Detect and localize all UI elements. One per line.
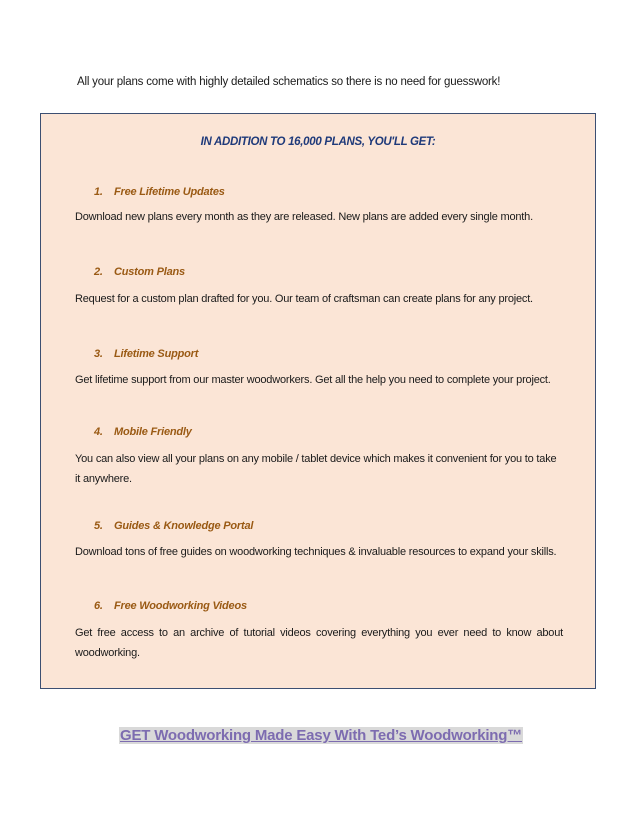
feature-title-custom-plans <box>94 266 185 278</box>
feature-number: 5. <box>94 520 103 532</box>
feature-title-text: Custom Plans <box>114 266 185 278</box>
feature-title-text: Free Woodworking Videos <box>114 600 247 612</box>
feature-title-videos <box>94 600 247 612</box>
feature-description-custom-plans: Request for a custom plan drafted for you. Our team of craftsman can create plans for any project. <box>75 293 533 305</box>
feature-description-updates: Download new plans every month as they are released. New plans are added every single month. <box>75 211 533 223</box>
cta-link[interactable]: GET Woodworking Made Easy With Ted’s Woodworking™ <box>120 727 523 744</box>
feature-number: 4. <box>94 426 103 438</box>
feature-number: 1. <box>94 186 103 198</box>
features-box <box>40 113 596 689</box>
feature-title-text: Lifetime Support <box>114 348 199 360</box>
feature-number: 6. <box>94 600 103 612</box>
feature-title-guides <box>94 520 253 532</box>
feature-title-mobile <box>94 426 192 438</box>
features-heading: IN ADDITION TO 16,000 PLANS, YOU'LL GET: <box>200 136 436 148</box>
intro-text: All your plans come with highly detailed schematics so there is no need for guesswork! <box>77 76 501 88</box>
feature-number: 3. <box>94 348 103 360</box>
feature-title-text: Free Lifetime Updates <box>114 186 225 198</box>
feature-title-text: Guides & Knowledge Portal <box>114 520 254 532</box>
feature-description-videos: Get free access to an archive of tutorial videos covering everything you ever need to know about woodworking. <box>75 627 563 659</box>
feature-title-updates <box>94 186 225 198</box>
feature-title-text: Mobile Friendly <box>114 426 192 438</box>
feature-number: 2. <box>94 266 103 278</box>
feature-description-support: Get lifetime support from our master woodworkers. Get all the help you need to complete your project. <box>75 374 551 386</box>
feature-title-support <box>94 348 198 360</box>
feature-description-mobile: You can also view all your plans on any mobile / tablet device which makes it convenient for you to take it anywhere. <box>75 453 557 485</box>
feature-description-guides: Download tons of free guides on woodworking techniques & invaluable resources to expand your skills. <box>75 546 557 558</box>
